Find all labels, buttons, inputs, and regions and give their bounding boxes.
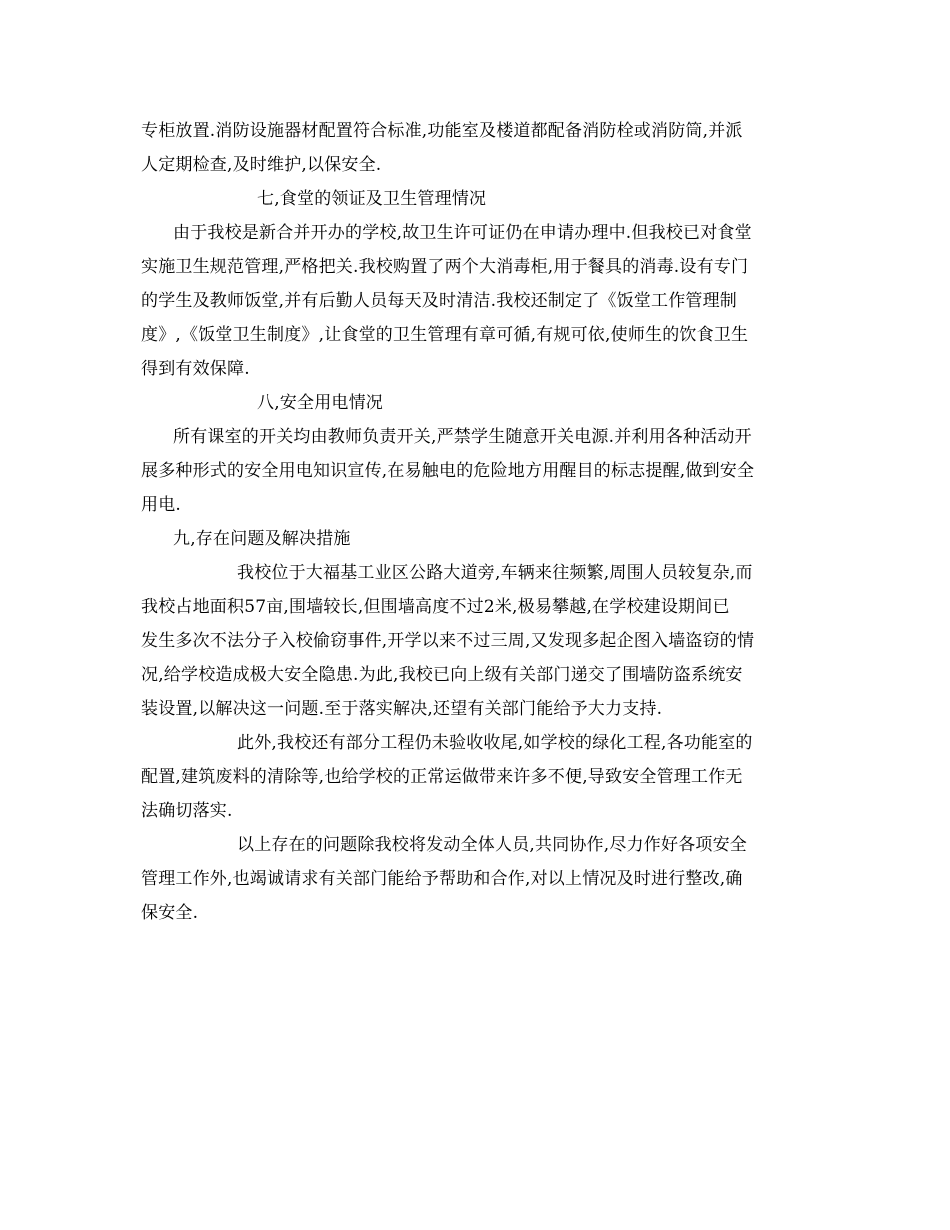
document-body [141,114,813,930]
text-line: 的学生及教师饭堂,并有后勤人员每天及时清洁.我校还制定了《饭堂工作管理制 [141,291,738,311]
text-line: 实施卫生规范管理,严格把关.我校购置了两个大消毒柜,用于餐具的消毒.设有专门 [141,257,749,277]
text-line: 保安全. [141,903,199,923]
text-line: 专柜放置.消防设施器材配置符合标准,功能室及楼道都配备消防栓或消防筒,并派 [141,121,743,141]
text-line: 此外,我校还有部分工程仍未验收收尾,如学校的绿化工程,各功能室的 [237,733,753,753]
text-line: 得到有效保障. [141,359,250,379]
text-line: 人定期检查,及时维护,以保安全. [141,155,382,175]
text-line: 以上存在的问题除我校将发动全体人员,共同协作,尽力作好各项安全 [237,835,748,855]
text-line: 况,给学校造成极大安全隐患.为此,我校已向上级有关部门递交了围墙防盗系统安 [141,665,743,685]
text-line: 所有课室的开关均由教师负责开关,严禁学生随意开关电源.并利用各种活动开 [173,427,752,447]
text-line: 由于我校是新合并开办的学校,故卫生许可证仍在申请办理中.但我校已对食堂 [173,223,752,243]
text-line: 度》,《饭堂卫生制度》,让食堂的卫生管理有章可循,有规可依,使师生的饮食卫生 [141,325,749,345]
section-heading-9: 九,存在问题及解决措施 [173,529,351,549]
text-line: 展多种形式的安全用电知识宣传,在易触电的危险地方用醒目的标志提醒,做到安全 [141,461,755,481]
text-line: 发生多次不法分子入校偷窃事件,开学以来不过三周,又发现多起企图入墙盗窃的情 [141,631,755,651]
section-heading-8: 八,安全用电情况 [257,393,384,413]
text-line: 配置,建筑废料的清除等,也给学校的正常运做带来许多不便,导致安全管理工作无 [141,767,743,787]
text-line: 我校位于大福基工业区公路大道旁,车辆来往频繁,周围人员较复杂,而 [237,563,753,583]
section-heading-7: 七,食堂的领证及卫生管理情况 [257,189,487,209]
text-line: 法确切落实. [141,801,233,821]
text-line: 装设置,以解决这一问题.至于落实解决,还望有关部门能给予大力支持. [141,699,663,719]
text-line: 管理工作外,也竭诚请求有关部门能给予帮助和合作,对以上情况及时进行整改,确 [141,869,743,889]
text-line: 我校占地面积57亩,围墙较长,但围墙高度不过2米,极易攀越,在学校建设期间已 [141,597,730,617]
text-line: 用电. [141,495,182,515]
